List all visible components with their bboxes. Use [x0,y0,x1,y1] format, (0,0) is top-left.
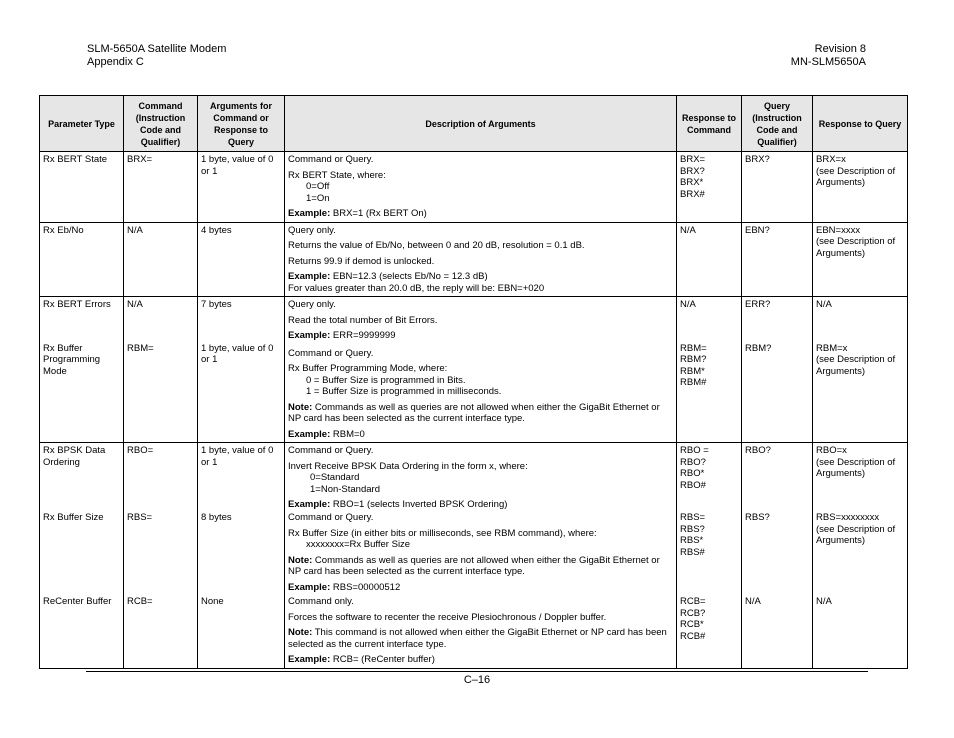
arguments-value: 8 bytes [201,512,232,523]
command-table [39,95,908,669]
response-value: RBS# [680,546,705,558]
example-text: ERR=9999999 [330,330,396,341]
response-value: RBM=x [816,342,848,354]
response-block [816,512,904,596]
response-value: RBS* [680,535,704,546]
document-title: SLM-5650A Satellite Modem [87,43,227,55]
example-text: RBS=00000512 [330,581,401,593]
command-value: RBO= [127,445,154,456]
response-note: (see Description of Arguments) [816,354,896,377]
response-value: RBM* [680,365,705,377]
example-line [288,654,673,666]
desc-text: Query only. [288,299,336,310]
desc-text: Read the total number of Bit Errors. [288,314,438,326]
response-value: BRX* [680,177,704,188]
response-value: RBO = [680,445,709,456]
arguments-value: None [201,596,224,607]
example-label: Example: [288,581,331,593]
description-cell [285,222,677,297]
response-block [816,445,904,512]
example-text: RBM=0 [330,428,365,440]
response-value: RBO# [680,479,706,491]
desc-text: Rx Buffer Size (in either bits or milliseconds, see RBM command), where: [288,527,597,539]
example-label: Example: [288,499,331,510]
col-header-description: Description of Arguments [285,96,677,152]
example-label: Example: [288,330,331,341]
response-value: BRX=x [816,154,846,165]
page-header-right [791,43,866,69]
response-note: (see Description of Arguments) [816,456,896,479]
note-text: Commands as well as queries are not allowed when either the GigaBit Ethernet or NP card has been selected as the current interface type. [288,554,660,577]
arguments-cell: 1 byte, value of 0 or 1 [198,152,285,223]
response-value: BRX? [680,165,705,177]
example-line [288,208,673,220]
response-value: RBM? [680,354,707,365]
note-line [288,402,673,425]
revision-label: Revision 8 [814,43,866,55]
note-line [288,627,673,650]
query-value: RBO? [745,445,771,456]
desc-text: Forces the software to recenter the receive Plesiochronous / Doppler buffer. [288,611,607,623]
desc-text: Command or Query. [288,445,374,456]
response-block [680,512,738,596]
response-value: EBN=xxxx [816,224,861,236]
page-header-left [87,43,226,69]
query-cell [742,443,813,669]
col-header-command: Command (Instruction Code and Qualifier) [124,96,198,152]
desc-text: Command or Query. [288,154,374,165]
description-cell [285,152,677,223]
table-row [40,443,908,669]
example-line [288,271,673,283]
response-command-cell [677,297,742,443]
response-command-cell [677,443,742,669]
param-name: ReCenter Buffer [43,596,112,607]
desc-text: xxxxxxxx=Rx Buffer Size [306,539,411,550]
desc-text: Command or Query. [288,512,374,523]
query-cell: EBN? [742,222,813,297]
arguments-value: 1 byte, value of 0 or 1 [201,342,274,365]
example-label: Example: [288,208,331,219]
response-query-cell [813,443,908,669]
appendix-label: Appendix C [87,56,144,68]
desc-text: Rx Buffer Programming Mode, where: [288,363,448,374]
col-header-query: Query (Instruction Code and Qualifier) [742,96,813,152]
response-block [680,445,738,512]
desc-text: Command or Query. [288,347,374,359]
response-command-cell: N/A [677,222,742,297]
desc-text: 0 = Buffer Size is programmed in Bits. [306,374,466,386]
desc-text: Invert Receive BPSK Data Ordering in the form x, where: [288,460,528,472]
response-command-cell [677,152,742,223]
param-name: Rx Buffer Programming Mode [43,342,101,377]
query-cell [742,297,813,443]
response-value: RBM# [680,377,707,388]
query-cell: BRX? [742,152,813,223]
note-label: Note: [288,554,313,566]
response-value: RCB= [680,596,706,607]
response-value: RBS= [680,512,706,523]
query-value: ERR? [745,299,771,310]
query-value: RBS? [745,512,770,523]
page-number: C–16 [463,674,491,686]
desc-text: 0=Off [306,181,330,192]
query-value: RBM? [745,342,772,354]
example-label: Example: [288,271,331,282]
example-line [288,582,673,594]
param-cell [40,297,124,443]
table-row [40,297,908,443]
response-query-cell [813,152,908,223]
note-text: Commands as well as queries are not allowed when either the GigaBit Ethernet or NP card has been selected as the current interface type. [288,401,660,424]
response-value: RCB# [680,630,706,642]
response-value: N/A [680,299,696,310]
response-value: RCB? [680,607,706,619]
example-line [288,499,673,511]
col-header-response-command: Response to Command [677,96,742,152]
arguments-cell [198,443,285,669]
response-note: (see Description of Arguments) [816,523,896,546]
example-text: RCB= (ReCenter buffer) [330,654,435,665]
param-name: Rx BERT Errors [43,299,111,310]
description-cell [285,443,677,669]
manual-number: MN-SLM5650A [790,56,866,68]
table-row [40,152,908,223]
col-header-parameter: Parameter Type [40,96,124,152]
response-query-cell [813,297,908,443]
response-value: N/A [816,299,832,310]
param-cell: Rx Eb/No [40,222,124,297]
example-line [288,429,673,441]
response-value: BRX# [680,188,705,200]
desc-text: 1=On [306,192,330,204]
response-note: (see Description of Arguments) [816,236,896,259]
command-value: RCB= [127,596,153,607]
example-text: EBN=12.3 (selects Eb/No = 12.3 dB) [330,271,488,282]
desc-text: 1=Non-Standard [310,483,380,495]
response-value: RBM= [680,342,707,354]
footer-rule [86,671,868,672]
arguments-cell: 4 bytes [198,222,285,297]
example-text: BRX=1 (Rx BERT On) [330,208,427,219]
response-value: RCB* [680,619,704,630]
command-cell [124,297,198,443]
response-value: RBS? [680,523,705,535]
response-value: RBO* [680,468,705,479]
command-value: N/A [127,299,143,310]
desc-text: Rx BERT State, where: [288,169,386,181]
table-row [40,222,908,297]
col-header-response-query: Response to Query [813,96,908,152]
response-query-cell [813,222,908,297]
desc-text: Returns 99.9 if demod is unlocked. [288,255,435,267]
response-value: N/A [816,596,832,607]
example-line [288,330,673,342]
param-cell [40,443,124,669]
param-name: Rx Buffer Size [43,512,104,523]
description-cell [285,297,677,443]
desc-text: Command only. [288,596,354,607]
command-value: RBS= [127,512,153,523]
note-label: Note: [288,401,313,413]
command-cell: BRX= [124,152,198,223]
desc-text: 1 = Buffer Size is programmed in milliseconds. [306,386,502,397]
response-note: (see Description of Arguments) [816,165,896,188]
desc-block [288,445,673,512]
desc-text: 0=Standard [310,472,360,483]
command-cell: N/A [124,222,198,297]
note-line [288,555,673,578]
note-label: Note: [288,627,313,638]
note-text: This command is not allowed when either the GigaBit Ethernet or NP card has been selected as the current interface type. [288,627,667,650]
example-label: Example: [288,428,331,440]
response-block [680,596,738,642]
param-cell: Rx BERT State [40,152,124,223]
arguments-value: 1 byte, value of 0 or 1 [201,445,274,468]
response-value: RBO=x [816,445,847,456]
param-name: Rx BPSK Data Ordering [43,445,106,468]
response-value: RBS=xxxxxxxx [816,512,880,523]
example-text: RBO=1 (selects Inverted BPSK Ordering) [330,499,508,510]
command-value: RBM= [127,342,154,354]
desc-block [288,596,673,666]
desc-text: Returns the value of Eb/No, between 0 and 20 dB, resolution = 0.1 dB. [288,240,585,251]
desc-text: For values greater than 20.0 dB, the reply will be: EBN=+020 [288,282,545,294]
response-value: BRX= [680,154,706,165]
example-label: Example: [288,654,331,665]
desc-text: Query only. [288,224,336,236]
response-value: RBO? [680,456,706,468]
col-header-arguments: Arguments for Command or Response to Query [198,96,285,152]
arguments-cell [198,297,285,443]
desc-block [288,512,673,596]
query-value: N/A [745,596,761,607]
command-cell [124,443,198,669]
table-header-row [40,96,908,152]
arguments-value: 7 bytes [201,299,232,310]
